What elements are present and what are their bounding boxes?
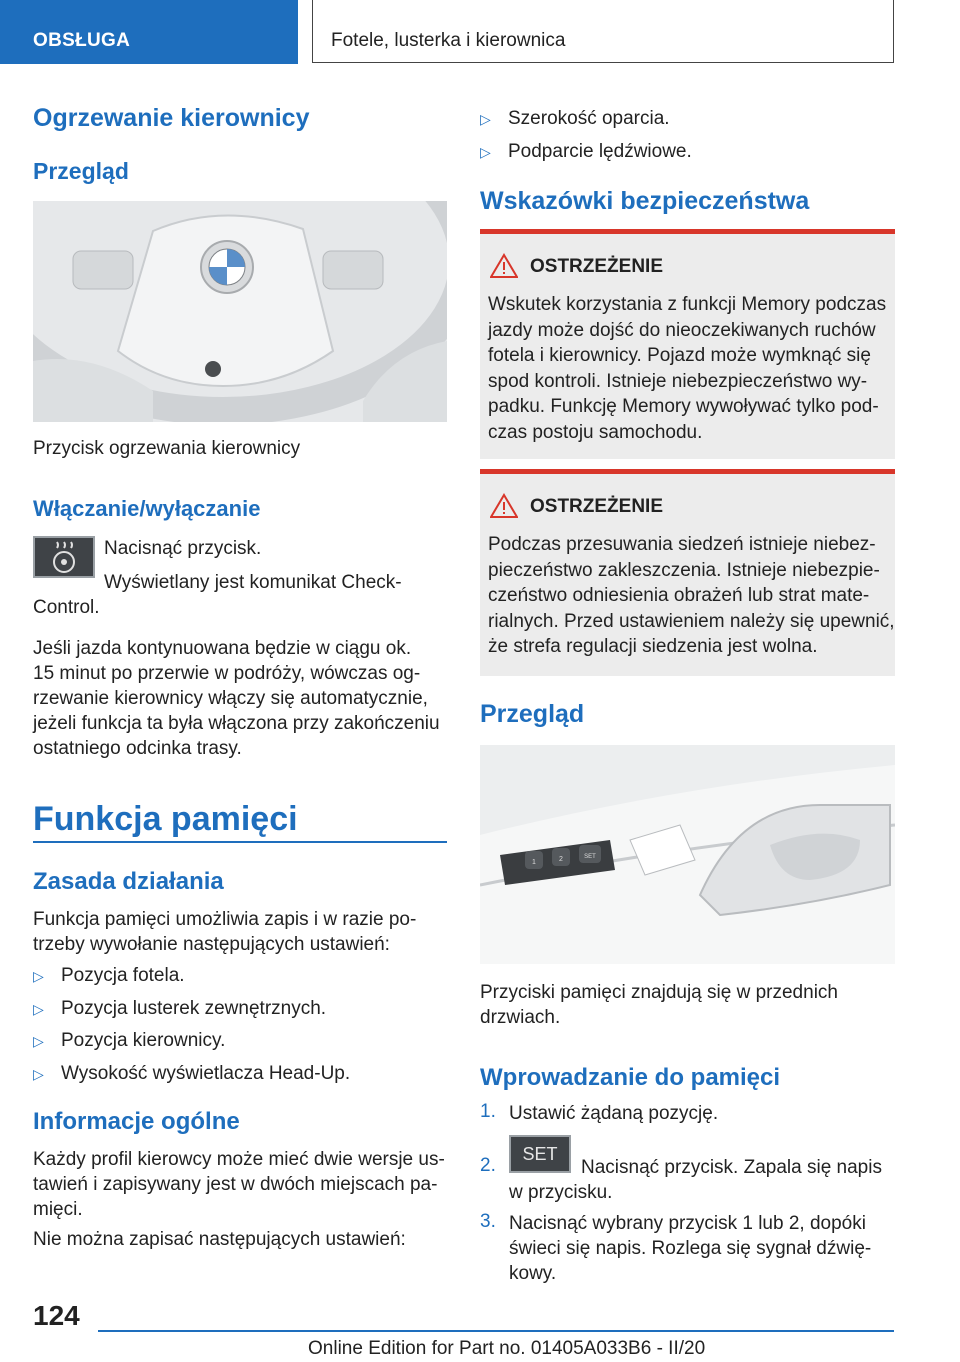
overview2-title: Przegląd [480,700,585,728]
door-memory-buttons-image [480,745,895,964]
cannot-save-wrap [33,1227,406,1252]
warning-line: padku. Funkcję Memory wywoływać tylko pod- [488,396,879,417]
door-label-1: 1 [532,859,536,866]
heated-wheel-icon [33,536,95,578]
paragraph-line: ostatniego odcinka trasy. [33,738,242,759]
warning-line: że strefa regulacji siedzenia jest wolna. [488,636,818,657]
warning-line: jazdy może dojść do nieoczekiwanych ruchów [488,319,876,341]
wheel-caption-wrap [33,436,300,461]
press-button-wrap [104,536,261,561]
door-caption-line: drzwiach. [480,1007,561,1028]
footer-rule [98,1330,894,1332]
bullet-text: Pozycja fotela. [61,965,185,986]
general-title: Informacje ogólne [33,1108,240,1135]
check-control-text-2: Control. [33,597,100,618]
warning-triangle-icon [490,253,518,279]
overview2-title-wrap [480,700,584,729]
step-1 [509,1101,718,1126]
warning-triangle-icon [490,493,518,519]
general-line: Każdy profil kierowcy może mieć dwie wersje us- [33,1149,445,1170]
warning-line: Podczas przesuwania siedzeń istnieje niebez- [488,534,876,555]
step-2-line-2 [509,1180,612,1205]
principle-title: Zasada działania [33,868,224,895]
paragraph-line: Jeśli jazda kontynuowana będzie w ciągu ok. [33,638,412,659]
press-button-text: Nacisnąć przycisk. [104,538,262,559]
step-line: Ustawić żądaną pozycję. [509,1103,719,1124]
step-number: 1. [480,1101,496,1122]
triangle-bullet-icon: ▷ [480,111,491,127]
step-line: świeci się napis. Rozlega się sygnał dźwię- [509,1238,872,1259]
warning-text [488,532,895,660]
steering-wheel-image [33,201,447,422]
paragraph-line: jeżeli funkcja ta była włączona przy zakończeniu [33,713,440,734]
onoff-title-wrap [33,496,260,522]
door-label-2: 2 [559,856,563,863]
wheel-caption: Przycisk ogrzewania kierownicy [33,438,301,459]
general-line: mięci. [33,1199,83,1220]
principle-title-wrap [33,868,224,896]
step-number: 2. [480,1155,496,1176]
step-2-line-1 [581,1155,882,1180]
warning-line: fotela i kierownicy. Pojazd może wymknąć się [488,345,871,366]
bullet-text: Szerokość oparcia. [508,108,670,129]
bullet-text: Podparcie lędźwiowe. [508,141,692,162]
heating-title-wrap [33,104,310,133]
general-line: tawień i zapisywany jest w dwóch miejscach pa- [33,1174,438,1195]
warning-line: czas postoju samochodu. [488,421,703,443]
chapter-tab [312,0,894,63]
triangle-bullet-icon: ▷ [33,1033,44,1049]
store-title: Wprowadzanie do pamięci [480,1064,781,1091]
chapter-label: Fotele, lusterka i kierownica [331,30,566,51]
warning-box-2 [480,469,895,676]
step-line: w przycisku. [509,1182,613,1203]
warning-line: pieczeństwo zakleszczenia. Istnieje niebezpie- [488,559,880,581]
warning-title: OSTRZEŻENIE [530,496,664,517]
general-title-wrap [33,1108,240,1136]
door-label-set: SET [584,854,596,860]
set-button-icon [509,1135,571,1173]
memory-title-wrap [33,800,298,839]
check-control-wrap-2 [33,595,100,620]
section-tab [0,0,298,64]
warning-line: spod kontroli. Istnieje niebezpieczeństwo wy- [488,370,868,392]
triangle-bullet-icon: ▷ [480,144,491,160]
warning-line: rialnych. Przed ustawieniem należy się upewnić, [488,610,895,632]
set-label: SET [522,1143,558,1164]
safety-title-wrap [480,187,809,216]
warning-title: OSTRZEŻENIE [530,256,664,277]
door-caption [480,980,838,1030]
check-control-text-1: Wyświetlany jest komunikat Check- [104,572,402,593]
door-caption-line: Przyciski pamięci znajdują się w przednich [480,982,838,1003]
principle-line: Funkcja pamięci umożliwia zapis i w razie po- [33,909,417,930]
memory-title-rule [33,841,447,843]
principle-line: trzeby wywołanie następujących ustawień: [33,934,390,955]
bullet-text: Wysokość wyświetlacza Head-Up. [61,1063,351,1084]
check-control-wrap [104,570,402,595]
paragraph-line: 15 minut po przerwie w podróży, wówczas og- [33,663,421,684]
triangle-bullet-icon: ▷ [33,1001,44,1017]
auto-heating-paragraph [33,636,453,761]
bullet-text: Pozycja kierownicy. [61,1030,226,1051]
footer-edition: Online Edition for Part no. 01405A033B6 - II/20 [308,1338,706,1359]
warning-box-1 [480,229,895,459]
heating-title: Ogrzewanie kierownicy [33,104,310,132]
onoff-title: Włączanie/wyłączanie [33,496,261,521]
warning-line: Wskutek korzystania z funkcji Memory podczas [488,294,887,315]
step-3 [509,1211,871,1286]
bullet-text: Pozycja lusterek zewnętrznych. [61,998,327,1019]
memory-title: Funkcja pamięci [33,800,298,838]
warning-line: czeństwo odniesienia obrażeń lub strat mate- [488,585,870,606]
step-line: Nacisnąć wybrany przycisk 1 lub 2, dopóki [509,1213,866,1234]
store-title-wrap [480,1064,780,1092]
step-number: 3. [480,1211,496,1232]
triangle-bullet-icon: ▷ [33,1066,44,1082]
principle-text [33,907,416,957]
overview-title-wrap [33,158,129,185]
section-label: OBSŁUGA [33,30,131,51]
triangle-bullet-icon: ▷ [33,968,44,984]
step-line: Nacisnąć przycisk. Zapala się napis [581,1157,882,1178]
step-line: kowy. [509,1263,557,1284]
safety-title: Wskazówki bezpieczeństwa [480,187,810,215]
general-text [33,1147,445,1222]
overview-title: Przegląd [33,158,129,184]
page-number: 124 [33,1300,80,1331]
cannot-save-text: Nie można zapisać następujących ustawień: [33,1229,406,1250]
warning-text [488,292,886,445]
paragraph-line: rzewanie kierownicy włączy się automatycznie, [33,688,428,709]
